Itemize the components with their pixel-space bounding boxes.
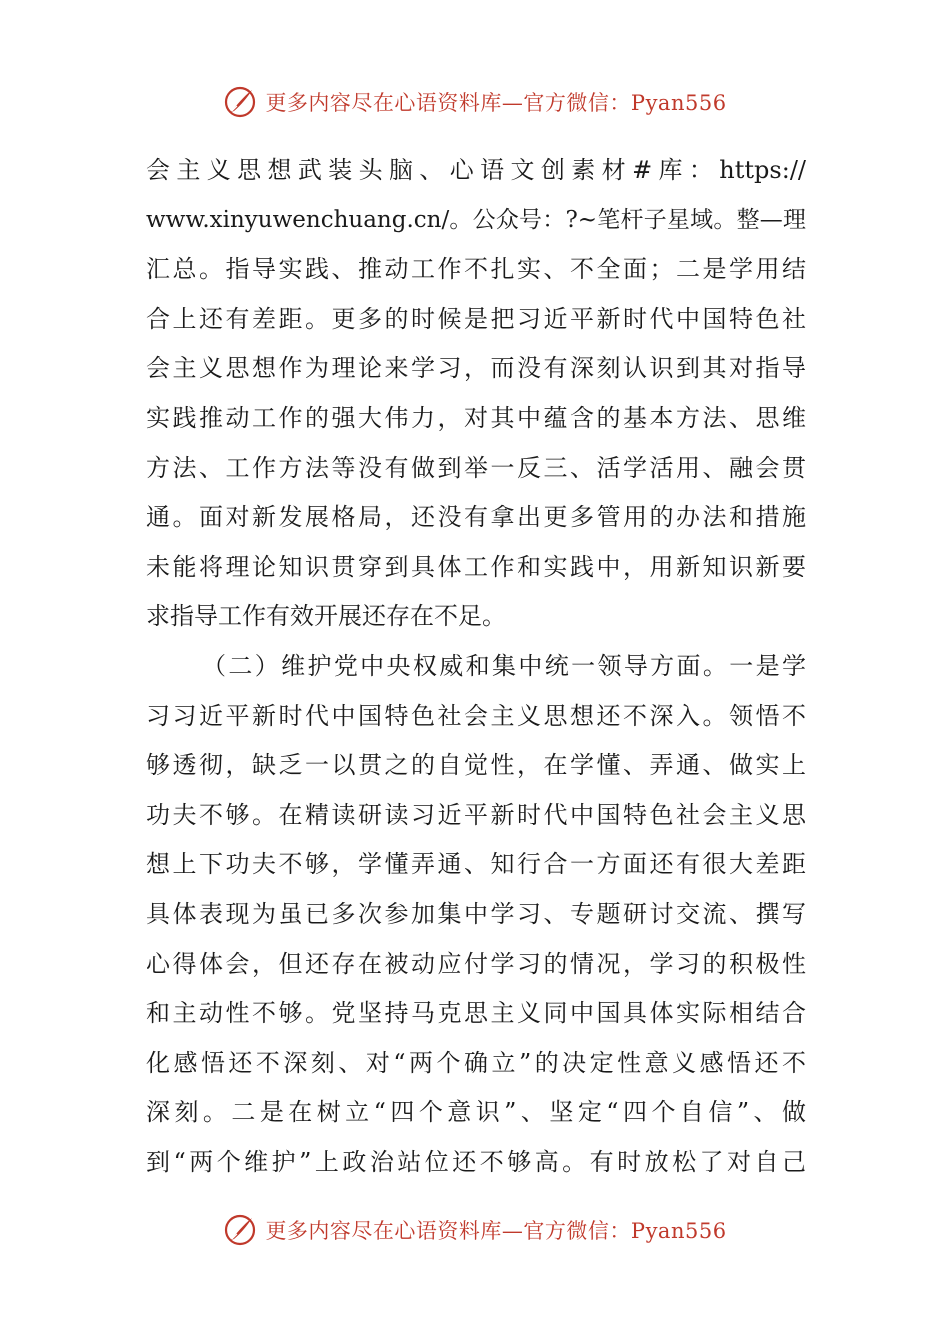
body-line: 求指导工作有效开展还存在不足。 [146,602,506,631]
body-line: 和主动性不够。党坚持马克思主义同中国具体实际相结合 [146,999,806,1028]
body-line: 到“两个维护”上政治站位还不够高。有时放松了对自己 [146,1147,806,1176]
body-line: 汇总。指导实践、推动工作不扎实、不全面；二是学用结 [146,255,806,284]
body-line: 方法、工作方法等没有做到举一反三、活学活用、融会贯 [146,453,806,482]
quill-logo-icon [223,1213,257,1247]
header-banner-text: 更多内容尽在心语资料库—官方微信：Pyan556 [265,91,727,115]
footer-banner-text: 更多内容尽在心语资料库—官方微信：Pyan556 [265,1219,727,1243]
body-line: 习习近平新时代中国特色社会主义思想还不深入。领悟不 [146,701,806,730]
document-body [146,146,806,1187]
body-line: 会主义思想武装头脑、心语文创素材#库：https:// [146,156,806,184]
body-line: 心得体会，但还存在被动应付学习的情况，学习的积极性 [146,949,806,978]
section-heading-line: （二）维护党中央权威和集中统一领导方面。一是学 [202,651,806,680]
body-line: 实践推动工作的强大伟力，对其中蕴含的基本方法、思维 [146,403,806,432]
body-line: 功夫不够。在精读研读习近平新时代中国特色社会主义思 [146,800,806,829]
body-line: 化感悟还不深刻、对“两个确立”的决定性意义感悟还不 [146,1048,806,1077]
body-line: 未能将理论知识贯穿到具体工作和实践中，用新知识新要 [146,552,806,581]
body-line: www.xinyuwenchuang.cn/。公众号：?~笔杆子星域。整—理 [146,206,806,233]
footer-banner [0,1208,950,1252]
header-banner [0,80,950,124]
body-line: 通。面对新发展格局，还没有拿出更多管用的办法和措施 [146,503,806,532]
body-line: 合上还有差距。更多的时候是把习近平新时代中国特色社 [146,304,806,333]
body-line: 想上下功夫不够，学懂弄通、知行合一方面还有很大差距 [146,850,806,879]
body-line: 够透彻，缺乏一以贯之的自觉性，在学懂、弄通、做实上 [146,751,806,780]
body-line: 具体表现为虽已多次参加集中学习、专题研讨交流、撰写 [146,899,806,928]
body-line: 会主义思想作为理论来学习，而没有深刻认识到其对指导 [146,354,806,383]
body-line: 深刻。二是在树立“四个意识”、坚定“四个自信”、做 [146,1098,806,1127]
quill-logo-icon [223,85,257,119]
